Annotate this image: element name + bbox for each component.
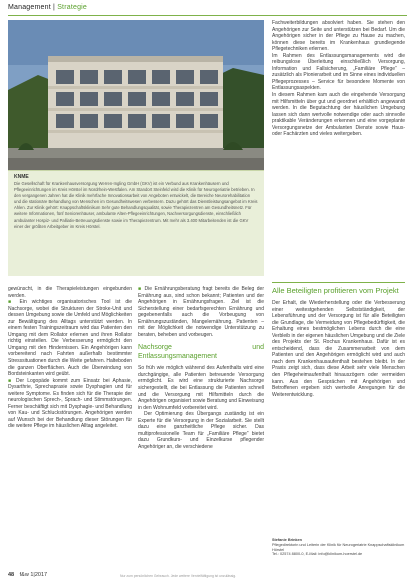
caption-text: Die Gesellschaft für Krankenhausversorgung Werren-Ingling GmbH (GKV) ist ein Verbund aus Krankenhäusern und Pflegeeinrichtungen im Kreis Hörstel im Nordrhein-Westfalen. Am Standort Steinfeld wird die Klinik für Neurogeriatrie betrieben. In den vergangenen Jahren hat die Klinik mehrfache Innovationsarbeit von Angeboten entwickelt, die Bereiche Neurorehabilitation und die stationäre Behandlung von Menschen im Gesundheitswesen verbessern. Dazu gehört das Dienstleistungsangebot im Kreis Ahlen. Zur Klinik gehört: Knappschaftsklinikum Sehr gute Behandlungsqualität, sowie Therapiezentren am Gesundheitsnetz. Für weitere Informationen, fünf Seniorenhäuser, ambulante Alten-Pflegeeinrichtungen, Nachversorgungsdienste, einschließlich ambulanter Hospiz- und Palliativ-Betreuungsdienste sowie im Therapiezentrum. Mit mehr als 3.400 Mitarbeitenden ist die GKV einer der größten Arbeitgeber im Kreis Hörstel. — [14, 181, 258, 229]
column-2 — [138, 286, 264, 450]
column-2-paragraph-2: Der Optimierung des Übergangs zuständig ist ein Experte für die Versorgung in der Sozialarbeit. Sie stellt dazu eine ganzheitliche Pflege sicher. Das multiprofessionelle Team für „Familiäre Pflege“ bietet dazu Grundkurs- und Einzelkurse pflegender Angehöriger an, die verschiedene — [138, 411, 264, 450]
section-label: Management — [8, 4, 51, 11]
photo-caption-box — [8, 170, 264, 276]
bullet-marker: ■ — [138, 286, 145, 292]
author-contact: Tel.: 02574 8800-0, E-Mail: info@klinikum-hoerstel.de — [272, 552, 363, 557]
building-photo — [8, 20, 264, 170]
top-rule — [8, 15, 407, 16]
column-2-paragraph-1: So früh wie möglich während des Aufenthalts wird eine durchgängige, alle Patienten betreuende Versorgung ermöglicht. Es wird eine strukturierte Nachsorge sichergestellt, die bei Entlassung die Patienten schnell und die Versorgung mit Hilfsmitteln durch die Angehörigen organisiert sowie Beratung und Einweisung in den Wohnumfeld vorbereitet wird. — [138, 365, 264, 411]
column-1-bullet-1 — [8, 299, 132, 378]
footer-legal-note: Nur zum persönlichen Gebrauch. Jede weitere Vervielfältigung ist unzulässig. — [120, 574, 237, 578]
page-footer — [8, 572, 47, 578]
column-3-paragraph: Der Erhalt, die Wiederherstellung oder die Verbesserung einer weitestgehenden Selbstständigkeit, der Lebensführung und der Versorgung ist für alle Beteiligten die Grundlage, die Vermeidung von Pflegebedürftigkeit, die Erhaltung eines bestmöglichen Lebens durch die eine Verbleib in der eigenen häuslichen Umgebung und die Ziele des Projekts der St. Rochus Krankenhaus. Dafür ist es entscheidend, dass die Zusammenarbeit von dem Patienten und den Angehörigen ermöglicht wird und auch nach dem Krankenhausaufenthalt bestehen bleibt. In der Praxis zeigt sich, dass diese Arbeit sehr viele Menschen den Pflegeheimaufenthalt hinauszögern oder vermeiden kann. Aus den Gesprächen mit Angehörigen und Betroffenen ergeben sich wertvolle Anregungen für die Weiterentwicklung. — [272, 300, 405, 398]
column-1-bullet-2 — [8, 378, 132, 430]
breadcrumb — [8, 4, 87, 11]
bullet-marker: ■ — [8, 377, 16, 384]
author-role: Pflegedirektorin und Leiterin der Klinik für Neurogeriatrie Knappschaftsklinikum Hörstel — [272, 542, 405, 552]
bullet-text: Der Logopäde kommt zum Einsatz bei Aphasie, Dysarthrie, Sprechapraxie sowie Dysphagien und für weitere Symptome. Es finden sich für die Therapie der neurologischen Sprech-, Sprach- und Stimmstörungen. Ferner beschäftigt sich mit Dysphagie- und Behandlung von Kau- und Schluckstörungen. Angehörigen werden auf Wunsch bei der Behandlung dieser Störungen für die weitere Pflege im häuslichen Alltag angeleitet. — [8, 377, 132, 430]
subsection-label: Strategie — [57, 4, 88, 11]
right-column-top — [272, 20, 405, 138]
building-photo-drawing — [8, 20, 264, 170]
author-name: Stefanie Brinken — [272, 538, 302, 542]
issue-label: f&w 1|2017 — [19, 572, 48, 578]
column-1-lead: gewünscht, in die Therapieleistungen eingebunden werden. — [8, 286, 132, 299]
caption-title: KNME — [14, 174, 29, 180]
section-heading-beteiligte: Alle Beteiligten profitieren vom Projekt — [272, 286, 399, 295]
column-3 — [272, 286, 405, 398]
bullet-marker: ■ — [8, 299, 20, 306]
page-number: 48 — [8, 572, 15, 578]
bullet-text: Ein wichtiges organisatorisches Tool ist die Nachsorge, wobei die Strukturen der Stroke-Unit und dessen Umgebung sowie die Umfeld und Möglichkeiten zur Bewältigung des Alltags unterstützt werden. In einem festen Trainingszeitraum wird das Patienten den Umgang mit dem Rollator erlernen und ihren Rollator richtig einstellen. Die Verbesserung ermöglicht den Umgang mit den Hindernissen. Ein Angehörigen kann vorbereitend nach Fahrten außerhalb bestimmter Stresssituationen durch die Weite gefahren. Halteboden die ganzen Oberflächen. Auch die Überwindung von Bordsteinkanten wird geübt. — [8, 299, 132, 378]
right-column-top-text: Fachweiterbildungen absolviert haben. Sie stehen den Angehörigen zur Seite und unterstützen bei Bedarf. Um die Angehörigen sicher in der Pflege zu Hause zu machen, können diese bereits im Krankenhaus grundlegende Pflegetechniken erlernen. Im Rahmen des Entlassungsmanagements wird die reibungslose Überleitung einschließlich Versorgung, Information und Fallsicherung, „Familiäre Pflege“ – zusätzlich als Pionierarbeit und im Sinne eines individuellen Pflegeprozesses – Service für besondere Momente von Entlassungsaspekten. In diesem Rahmen kam auch die eingehende Versorgung mit Hilfsmitteln über gut und geordnet erhältlich angewandt werden. In die Begutachtung der häuslichen Umgebung lassen sich dann wertvolle notwendige oder auch sinnvolle praktikable Veränderungen erkennen und eine vorgeplante Versorgungsnetze der Ambulanten Dienste sowie Haus- oder Fachärzten und vieles weitergeben. — [272, 20, 405, 138]
section-heading-nachsorge: Nachsorge und Entlassungsmanagement — [138, 344, 264, 360]
column-2-bullet — [138, 286, 264, 338]
mid-rule — [272, 282, 405, 283]
column-1 — [8, 286, 132, 430]
author-block — [272, 538, 405, 557]
bullet-text: Die Ernährungsberatung fragt bereits die Beleg der Ernährung aus, sind schon bekannt; Patienten und der Angehörigen in Ernährungsfragen. Ziel ist die Sicherstellung einer bedarfsgerechten Ernährung und gegebenenfalls auch die Vorbeugung von Ernährungszuständen, Mangelernährung. Patienten – mit der Möglichkeit die notwendige Unterstützung zu beraten, beheben und vorbeugen. — [138, 286, 264, 338]
breadcrumb-separator: | — [53, 4, 58, 11]
